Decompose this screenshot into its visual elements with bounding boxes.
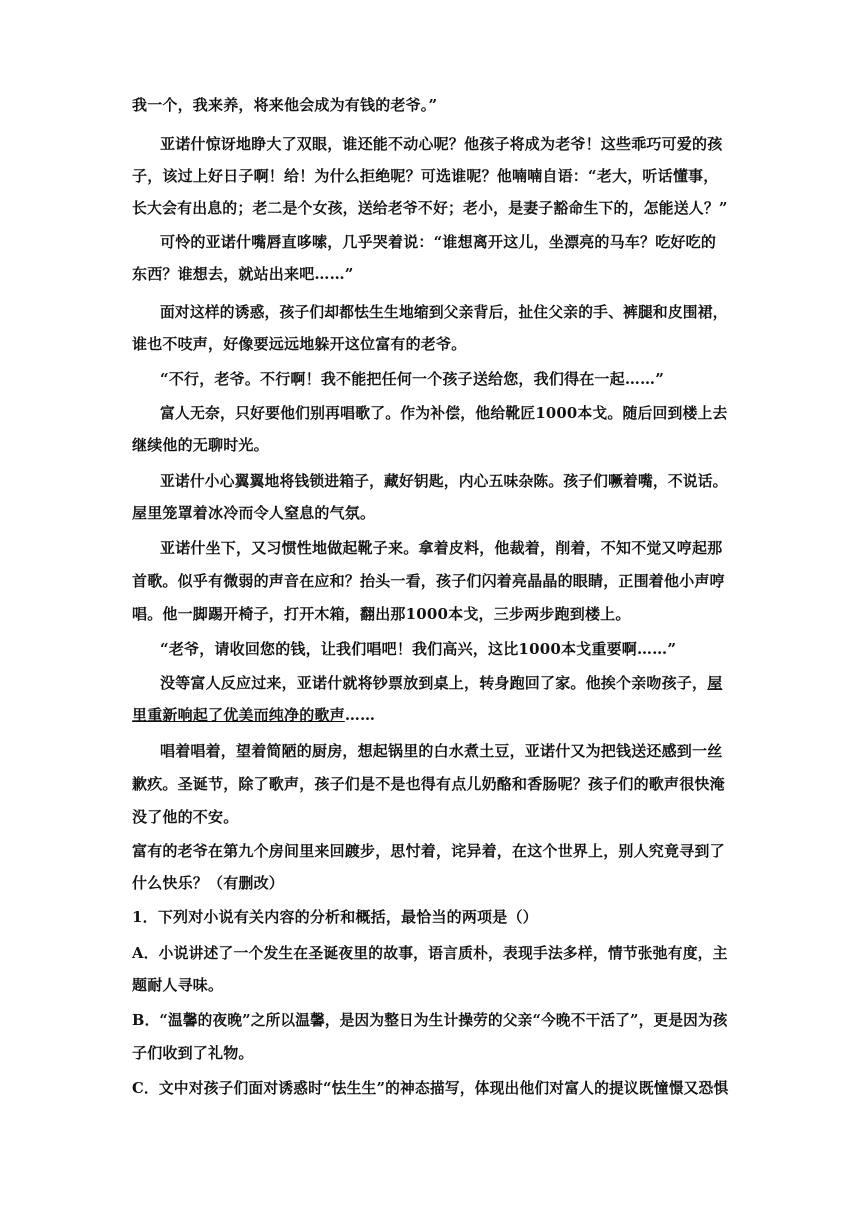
text-line	[132, 334, 466, 354]
text-line-content: 什么快乐？（有删改）	[132, 874, 285, 892]
text-line	[132, 435, 269, 455]
text-line	[132, 1043, 254, 1063]
text-line	[160, 232, 716, 252]
text-line-content: 亚诺什惊讶地睁大了双眼，谁还能不动心呢？他孩子将成为老爷！这些乖巧可爱的孩	[160, 135, 723, 153]
text-line-content: 谁也不吱声，好像要远远地躲开这位富有的老爷。	[132, 335, 467, 353]
text-line-content: 唱着唱着，望着简陋的厨房，想起锅里的白水煮土豆，亚诺什又为把钱送还感到一丝	[160, 742, 723, 760]
text-line-content: 我一个，我来养，将来他会成为有钱的老爷。”	[132, 96, 438, 114]
text-line-content: “不行，老爷。不行啊！我不能把任何一个孩子送给您，我们得在一起……”	[160, 370, 665, 388]
text-line-content: 富有的老爷在第九个房间里来回踱步，思忖着，诧异着，在这个世界上，别人究竟寻到了	[132, 842, 725, 860]
text-line-tail: ……	[344, 706, 376, 724]
text-line-content: “老爷，请收回您的钱，让我们唱吧！我们高兴，这比1000本戈重要啊……”	[160, 640, 677, 658]
text-line	[132, 943, 728, 963]
text-line-content: 屋里笼罩着冰冷而令人窒息的气氛。	[132, 504, 376, 522]
text-line	[160, 302, 728, 322]
text-line-content: 面对这样的诱惑，孩子们却都怯生生地缩到父亲背后，扯住父亲的手、裤腿和皮围裙，	[160, 303, 728, 321]
text-line	[132, 705, 375, 725]
text-line	[160, 538, 722, 558]
text-line	[132, 503, 375, 523]
text-line	[132, 841, 725, 861]
text-line-content: B．“温馨的夜晚”之所以温馨，是因为整日为生计操劳的父亲“今晚不干活了”，更是因为孩	[132, 1011, 728, 1029]
text-line-content: 没了他的不安。	[132, 808, 239, 826]
text-line	[132, 95, 437, 115]
text-line	[132, 571, 725, 591]
text-line-content: 唱。他一脚踢开椅子，打开木箱，翻出那1000本戈，三步两步跑到楼上。	[132, 605, 631, 623]
underlined-text: 屋	[707, 674, 723, 692]
text-line-content: A．小说讲述了一个发生在圣诞夜里的故事，语言质朴，表现手法多样，情节张弛有度，主	[132, 944, 728, 962]
text-line-content: 首歌。似乎有微弱的声音在应和？抬头一看，孩子们闪着亮晶晶的眼睛，正围着他小声哼	[132, 572, 725, 590]
text-line	[132, 907, 538, 927]
text-line	[132, 1078, 728, 1098]
text-line-content: 没等富人反应过来，亚诺什就将钞票放到桌上，转身跑回了家。他挨个亲吻孩子，	[160, 674, 708, 692]
text-line-content: C．文中对孩子们面对诱惑时“怯生生”的神态描写，体现出他们对富人的提议既憧憬又恐惧	[132, 1079, 729, 1097]
text-line	[160, 673, 722, 693]
text-line	[132, 198, 728, 218]
text-line-content: 长大会有出息的；老二是个女孩，送给老爷不好；老小，是妻子豁命生下的，怎能送人？”	[132, 199, 728, 217]
text-line-content: 题耐人寻味。	[132, 976, 224, 994]
text-line	[132, 975, 223, 995]
underlined-text: 里重新响起了优美而纯净的歌声	[132, 706, 345, 724]
text-line-content: 歉疚。圣诞节，除了歌声，孩子们是不是也得有点儿奶酪和香肠呢？孩子们的歌声很快淹	[132, 775, 725, 793]
text-line	[132, 604, 631, 624]
text-line	[160, 369, 664, 389]
text-line-content: 子，该过上好日子啊！给！为什么拒绝呢？可选谁呢？他喃喃自语：“老大，听话懂事，	[132, 167, 719, 185]
text-line	[132, 807, 238, 827]
text-line-content: 亚诺什坐下，又习惯性地做起靴子来。拿着皮料，他裁着，削着，不知不觉又哼起那	[160, 539, 723, 557]
text-line	[132, 873, 284, 893]
text-line	[160, 471, 728, 491]
text-line	[160, 134, 722, 154]
text-line-content: 富人无奈，只好要他们别再唱歌了。作为补偿，他给靴匠1000本戈。随后回到楼上去	[160, 404, 728, 422]
text-line-content: 可怜的亚诺什嘴唇直哆嗦，几乎哭着说：“谁想离开这儿，坐漂亮的马车？吃好吃的	[160, 233, 717, 251]
text-line-content: 东西？谁想去，就站出来吧……”	[132, 265, 354, 283]
text-line	[160, 639, 676, 659]
text-line	[132, 1010, 728, 1030]
text-line	[160, 403, 728, 423]
text-line-content: 亚诺什小心翼翼地将钱锁进箱子，藏好钥匙，内心五味杂陈。孩子们噘着嘴，不说话。	[160, 472, 728, 490]
text-line	[132, 264, 354, 284]
text-line-content: 继续他的无聊时光。	[132, 436, 269, 454]
text-line-content: 1．下列对小说有关内容的分析和概括，最恰当的两项是（）	[132, 908, 538, 926]
text-line	[132, 774, 725, 794]
text-line	[160, 741, 722, 761]
text-line-content: 子们收到了礼物。	[132, 1044, 254, 1062]
text-line	[132, 166, 718, 186]
